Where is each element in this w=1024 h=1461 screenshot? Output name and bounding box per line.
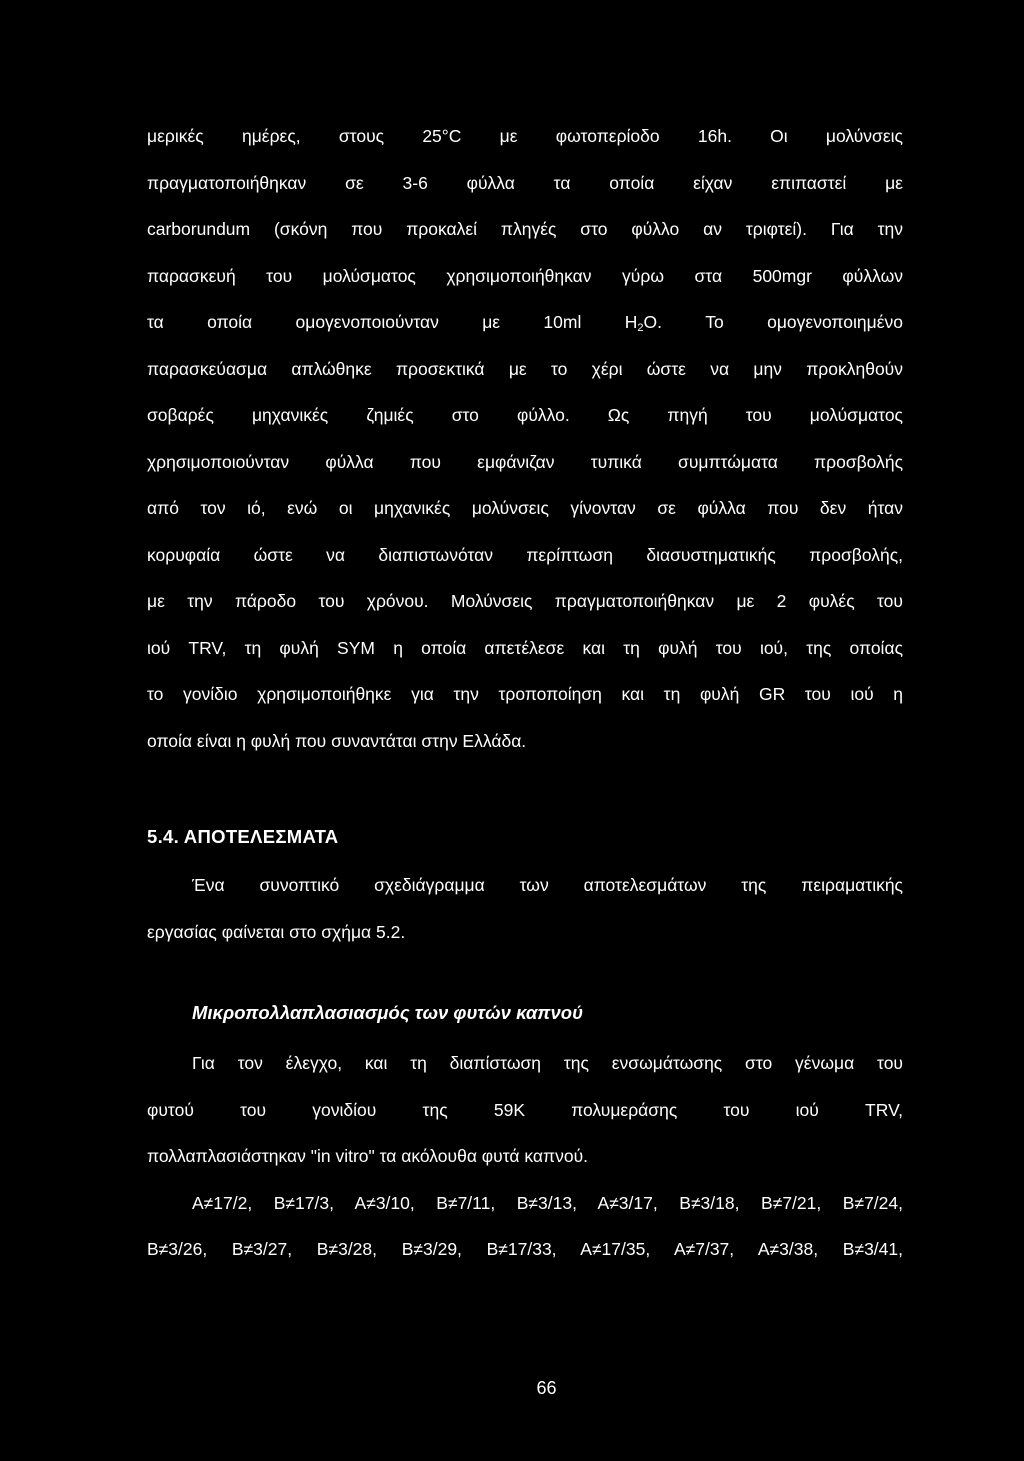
text-line: Για τον έλεγχο, και τη διαπίστωση της ενσωμάτωσης στο γένωμα του <box>192 1053 903 1073</box>
text-line: πολλαπλασιάστηκαν "in vitro" τα ακόλουθα φυτά καπνού. <box>147 1146 589 1166</box>
text-line: σοβαρές μηχανικές ζημιές στο φύλλο. Ως πηγή του μολύσματος <box>147 405 903 425</box>
text-line-formula <box>147 299 903 346</box>
text-segment: O. Το ομογενοποιημένο <box>643 312 903 332</box>
text-line: κορυφαία ώστε να διαπιστωνόταν περίπτωση διασυστηματικής προσβολής, <box>147 544 903 565</box>
subsection-heading: Μικροπολλαπλασιασμός των φυτών καπνού <box>192 1002 584 1023</box>
text-line: χρησιμοποιούνταν φύλλα που εμφάνιζαν τυπικά συμπτώματα προσβολής <box>147 451 903 472</box>
text-line: πραγματοποιήθηκαν σε 3-6 φύλλα τα οποία είχαν επιπαστεί με <box>147 172 903 193</box>
text-line: παρασκεύασμα απλώθηκε προσεκτικά με το χέρι ώστε να μην προκληθούν <box>147 358 903 379</box>
section-intro-paragraph <box>147 862 903 955</box>
text-line: φυτού του γονιδίου της 59Κ πολυμεράσης του ιού TRV, <box>147 1099 903 1120</box>
plant-list-line: B≠3/26, B≠3/27, B≠3/28, B≠3/29, B≠17/33, A≠17/35, A≠7/37, A≠3/38, B≠3/41, <box>147 1239 903 1259</box>
text-line: ιού TRV, τη φυλή SYM η οποία απετέλεσε και τη φυλή του ιού, της οποίας <box>147 637 903 658</box>
methods-paragraph <box>147 113 903 764</box>
text-line: μερικές ημέρες, στους 25°C με φωτοπερίοδο 16h. Οι μολύνσεις <box>147 126 903 146</box>
subsection-paragraph <box>147 1040 903 1273</box>
text-line: από τον ιό, ενώ οι μηχανικές μολύνσεις γίνονταν σε φύλλα που δεν ήταν <box>147 498 903 518</box>
text-line: Ένα συνοπτικό σχεδιάγραμμα των αποτελεσμάτων της πειραματικής <box>192 875 903 895</box>
text-line: το γονίδιο χρησιμοποιήθηκε για την τροποποίηση και τη φυλή GR του ιού η <box>147 684 903 704</box>
text-segment: τα οποία ομογενοποιούνταν με 10ml H <box>147 312 638 332</box>
text-line: carborundum (σκόνη που προκαλεί πληγές στο φύλλο αν τριφτεί). Για την <box>147 219 903 239</box>
text-line: με την πάροδο του χρόνου. Μολύνσεις πραγματοποιήθηκαν με 2 φυλές του <box>147 591 903 611</box>
section-heading: 5.4. ΑΠΟΤΕΛΕΣΜΑΤΑ <box>147 826 339 847</box>
text-line: εργασίας φαίνεται στο σχήμα 5.2. <box>147 921 406 942</box>
text-line: οποία είναι η φυλή που συναντάται στην Ελλάδα. <box>147 730 527 751</box>
text-line: παρασκευή του μολύσματος χρησιμοποιήθηκαν γύρω στα 500mgr φύλλων <box>147 265 903 286</box>
plant-list-line: A≠17/2, B≠17/3, A≠3/10, B≠7/11, B≠3/13, A≠3/17, B≠3/18, B≠7/21, B≠7/24, <box>192 1192 903 1213</box>
page-number: 66 <box>536 1378 557 1398</box>
subscript: 2 <box>637 322 644 334</box>
